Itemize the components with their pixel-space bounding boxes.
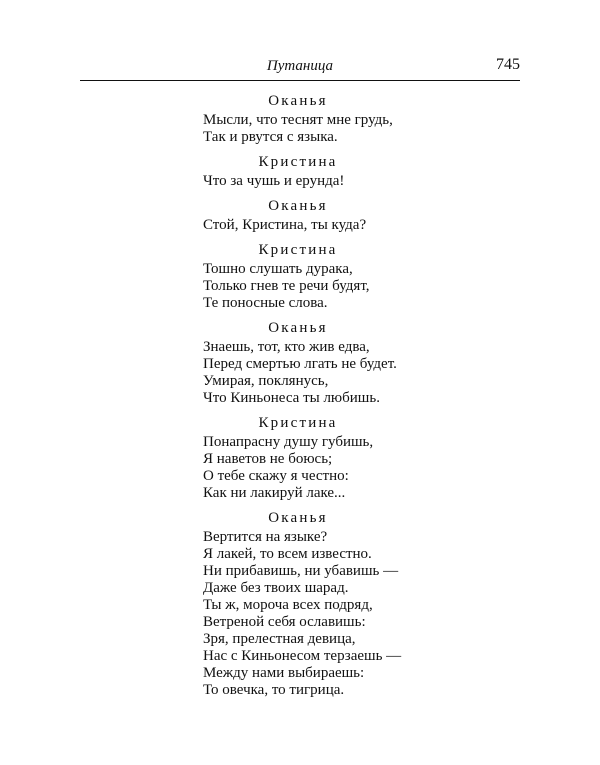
verse-line: Понапрасну душу губишь, (203, 434, 374, 450)
verse-line: Знаешь, тот, кто жив едва, (203, 339, 370, 355)
speaker-name: Кристина (258, 154, 338, 170)
verse-line: Так и рвутся с языка. (203, 129, 338, 145)
verse-text (203, 92, 503, 699)
verse-line: Те поносные слова. (203, 295, 328, 311)
verse-line: Зря, прелестная девица, (203, 631, 356, 647)
verse-line: Ветреной себя ославишь: (203, 614, 366, 630)
page-header (80, 56, 520, 78)
verse-line: О тебе скажу я честно: (203, 468, 349, 484)
page-number: 745 (496, 56, 520, 73)
speaker-name: Оканья (268, 510, 328, 526)
verse-line: Что за чушь и ерунда! (203, 173, 345, 189)
verse-line: Я наветов не боюсь; (203, 451, 333, 467)
speaker-name: Кристина (258, 242, 338, 258)
verse-line: Ты ж, мороча всех подряд, (203, 597, 373, 613)
verse-line: Я лакей, то всем известно. (203, 546, 372, 562)
verse-line: Вертится на языке? (203, 529, 328, 545)
verse-line: Только гнев те речи будят, (203, 278, 370, 294)
speaker-name: Оканья (268, 198, 328, 214)
verse-line: Как ни лакируй лаке... (203, 485, 346, 501)
verse-line: Умирая, поклянусь, (203, 373, 329, 389)
running-title: Путаница (266, 58, 334, 74)
speaker-name: Оканья (268, 320, 328, 336)
verse-line: Нас с Киньонесом терзаешь — (203, 648, 402, 664)
speaker-name: Оканья (268, 93, 328, 109)
verse-line: Стой, Кристина, ты куда? (203, 217, 367, 233)
verse-line: Даже без твоих шарад. (203, 580, 349, 596)
verse-line: То овечка, то тигрица. (203, 682, 345, 698)
verse-line: Что Киньонеса ты любишь. (203, 390, 380, 406)
header-rule (80, 80, 520, 81)
verse-line: Мысли, что теснят мне грудь, (203, 112, 393, 128)
verse-line: Перед смертью лгать не будет. (203, 356, 397, 372)
verse-line: Тошно слушать дурака, (203, 261, 353, 277)
speaker-name: Кристина (258, 415, 338, 431)
verse-line: Между нами выбираешь: (203, 665, 365, 681)
verse-line: Ни прибавишь, ни убавишь — (203, 563, 399, 579)
